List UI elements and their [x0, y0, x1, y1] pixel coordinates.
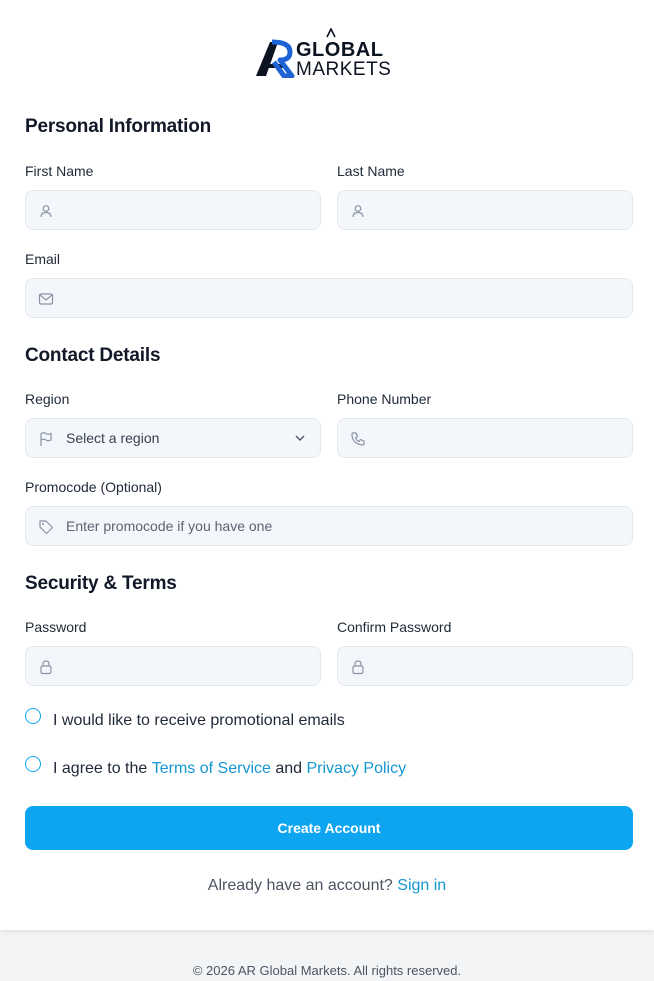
- promocode-placeholder: Enter promocode if you have one: [66, 518, 273, 534]
- region-selected-value: Select a region: [66, 430, 160, 446]
- last-name-label: Last Name: [337, 163, 405, 179]
- section-title-security: Security & Terms: [25, 573, 177, 594]
- agree-prefix-text: I agree to the: [53, 760, 148, 777]
- promocode-input[interactable]: [25, 506, 633, 546]
- sign-in-link[interactable]: Sign in: [397, 877, 447, 894]
- agree-and-text: and: [275, 760, 303, 777]
- logo-caret-icon: [326, 28, 336, 38]
- brand-line-1: GLOBAL: [296, 39, 384, 61]
- sign-in-prompt: [0, 877, 654, 895]
- create-account-button[interactable]: Create Account: [25, 806, 633, 850]
- chevron-down-icon: [294, 432, 306, 444]
- confirm-password-label: Confirm Password: [337, 619, 452, 635]
- privacy-policy-link[interactable]: Privacy Policy: [306, 760, 407, 777]
- agree-terms-checkbox[interactable]: [25, 756, 41, 772]
- ar-logo-mark-icon: [254, 38, 298, 78]
- email-input[interactable]: [25, 278, 633, 318]
- promo-emails-label: I would like to receive promotional emails: [53, 712, 345, 729]
- user-icon: [350, 203, 366, 219]
- terms-of-service-link[interactable]: Terms of Service: [151, 760, 271, 777]
- lock-icon: [38, 659, 54, 675]
- first-name-label: First Name: [25, 163, 94, 179]
- section-title-personal: Personal Information: [25, 116, 212, 137]
- promo-emails-row[interactable]: [25, 712, 345, 730]
- flag-icon: [38, 431, 54, 447]
- agree-terms-row[interactable]: [25, 760, 406, 778]
- promocode-label: Promocode (Optional): [25, 479, 162, 495]
- password-input[interactable]: [25, 646, 321, 686]
- brand-line-2: MARKETS: [296, 59, 392, 80]
- tag-icon: [38, 519, 54, 535]
- region-label: Region: [25, 391, 70, 407]
- mail-icon: [38, 291, 54, 307]
- confirm-password-input[interactable]: [337, 646, 633, 686]
- last-name-input[interactable]: [337, 190, 633, 230]
- phone-input[interactable]: [337, 418, 633, 458]
- user-icon: [38, 203, 54, 219]
- footer-copyright: © 2026 AR Global Markets. All rights reserved.: [192, 963, 462, 978]
- phone-label: Phone Number: [337, 391, 432, 407]
- lock-icon: [350, 659, 366, 675]
- have-account-text: Already have an account?: [207, 877, 393, 894]
- promo-emails-checkbox[interactable]: [25, 708, 41, 724]
- section-title-contact: Contact Details: [25, 345, 161, 366]
- email-label: Email: [25, 251, 61, 267]
- password-label: Password: [25, 619, 87, 635]
- first-name-input[interactable]: [25, 190, 321, 230]
- brand-logo: [254, 28, 406, 80]
- phone-icon: [350, 431, 366, 447]
- region-select[interactable]: [25, 418, 321, 458]
